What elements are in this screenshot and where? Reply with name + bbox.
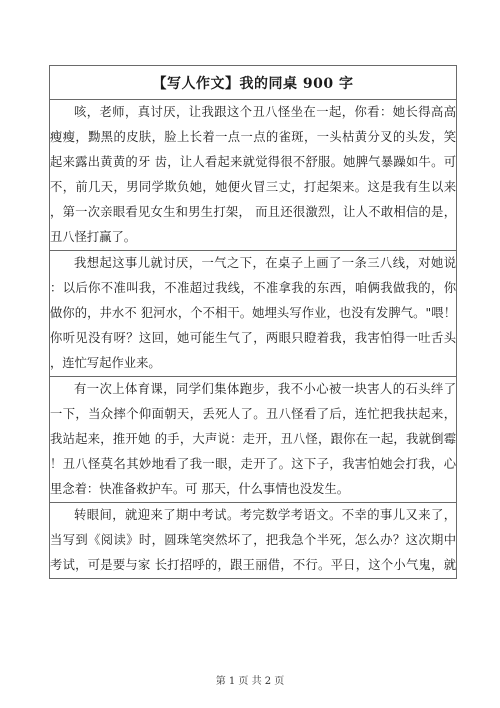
paragraph-1 xyxy=(50,100,457,251)
paragraph-row xyxy=(50,503,457,579)
text-line: ！丑八怪莫名其妙地看了我一眼，走开了。这下子，我害怕她会打我，心 xyxy=(50,457,456,471)
title-row xyxy=(50,66,457,100)
paragraph-row xyxy=(50,100,457,251)
paragraph-row xyxy=(50,377,457,503)
text-line: 一下，当众摔个仰面朝天，丢死人了。丑八怪看了后，连忙把我扶起来， xyxy=(50,407,456,421)
text-line: 做你的，井水不 犯河水，个不相干。她埋头写作业，也没有发脾气。"喂！ xyxy=(50,306,456,320)
text-line: 不，前几天，男同学欺负她，她便火冒三丈，打起架来。这是我有生以来 xyxy=(50,180,456,194)
text-line: 考试，可是要与家 长打招呼的，跟王丽借，不行。平日，这个小气鬼，就 xyxy=(50,558,456,572)
text-line: 咳，老师，真讨厌，让我跟这个丑八怪坐在一起，你看：她长得高高 xyxy=(74,105,456,119)
paragraph-4 xyxy=(50,503,457,579)
text-line: 当写到《阅读》时，圆珠笔突然坏了，把我急个半死，怎么办？这次期中 xyxy=(50,533,456,547)
text-line: 我想起这事儿就讨厌，一气之下，在桌子上画了一条三八线，对她说 xyxy=(74,256,456,270)
text-line: 转眼间，就迎来了期中考试。考完数学考语文。不幸的事儿又来了， xyxy=(74,508,456,522)
text-line: 我站起来，推开她 的手，大声说：走开，丑八怪，跟你在一起，我就倒霉 xyxy=(50,432,456,446)
text-line: 有一次上体育课，同学们集体跑步，我不小心被一块害人的石头绊了 xyxy=(74,382,456,396)
text-line: 起来露出黄黄的牙 齿，让人看起来就觉得很不舒服。她脾气暴躁如牛。可 xyxy=(50,155,456,169)
text-line: ，第一次亲眼看见女生和男生打架， 而且还很激烈，让人不敢相信的是， xyxy=(50,205,456,219)
paragraph-3 xyxy=(50,377,457,503)
text-line: ，连忙写起作业来。 xyxy=(50,356,161,370)
page-footer: 第 1 页 共 2 页 xyxy=(215,676,285,687)
text-line: 丑八怪打赢了。 xyxy=(50,230,137,244)
text-line: 瘦瘦，黝黑的皮肤，脸上长着一点一点的雀斑，一头枯黄分叉的头发，笑 xyxy=(50,130,456,144)
essay-table xyxy=(49,65,457,579)
text-line: 里念着：快准备救护车。可 那天，什么事情也没发生。 xyxy=(50,482,350,496)
paragraph-2 xyxy=(50,251,457,377)
essay-title: 【写人作文】我的同桌 900 字 xyxy=(50,66,457,100)
paragraph-row xyxy=(50,251,457,377)
text-line: 你听见没有呀？这回，她可能生气了，两眼只瞪着我，我害怕得一吐舌头 xyxy=(50,331,456,345)
text-line: ：以后你不准叫我，不准超过我线，不准拿我的东西，咱俩我做我的，你 xyxy=(50,281,456,295)
